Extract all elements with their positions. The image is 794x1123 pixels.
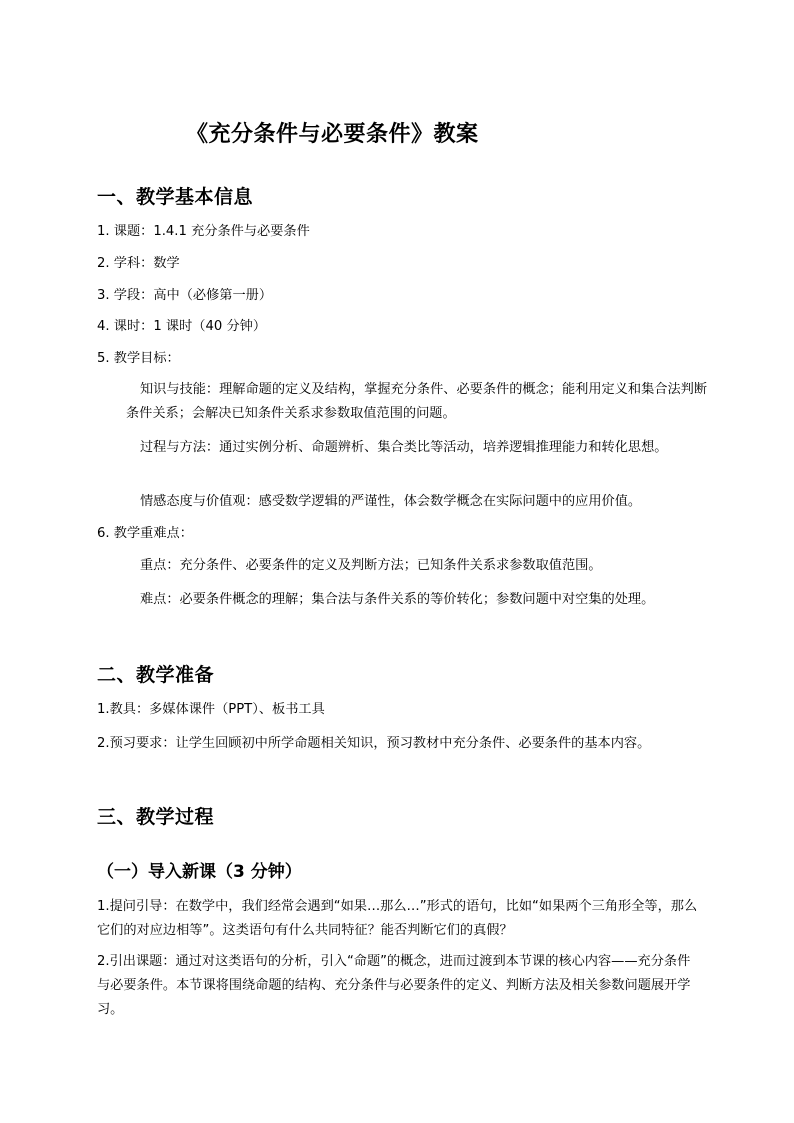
section-heading-basic-info: 一、教学基本信息 bbox=[97, 186, 254, 208]
goal-emotion: 情感态度与价值观：感受数学逻辑的严谨性，体会数学概念在实际问题中的应用价值。 bbox=[140, 494, 642, 509]
section-heading-preparation: 二、教学准备 bbox=[97, 664, 215, 686]
prep-tools: 1.教具：多媒体课件（PPT）、板书工具 bbox=[97, 702, 325, 717]
info-topic: 1. 课题：1.4.1 充分条件与必要条件 bbox=[97, 224, 310, 239]
process-topic-intro: 2.引出课题：通过对这类语句的分析，引入“命题”的概念，进而过渡到本节课的核心内容——充分条件与必要条件。本节课将围绕命题的结构、充分条件与必要条件的定义、判断方法及相关参数问题展开学习。 bbox=[97, 954, 691, 1017]
key-point: 重点：充分条件、必要条件的定义及判断方法；已知条件关系求参数取值范围。 bbox=[140, 558, 602, 573]
subsection-heading-intro: （一）导入新课（3 分钟） bbox=[97, 862, 302, 882]
document-title: 《充分条件与必要条件》教案 bbox=[186, 122, 479, 147]
info-stage: 3. 学段：高中（必修第一册） bbox=[97, 288, 273, 303]
info-subject: 2. 学科：数学 bbox=[97, 256, 180, 271]
info-key-points-label: 6. 教学重难点： bbox=[97, 526, 193, 541]
difficult-point: 难点：必要条件概念的理解；集合法与条件关系的等价转化；参数问题中对空集的处理。 bbox=[140, 592, 655, 607]
prep-preview: 2.预习要求：让学生回顾初中所学命题相关知识，预习教材中充分条件、必要条件的基本内容。 bbox=[97, 736, 651, 751]
process-question: 1.提问引导：在数学中，我们经常会遇到“如果…那么…”形式的语句，比如“如果两个三角形全等，那么它们的对应边相等”。这类语句有什么共同特征？能否判断它们的真假？ bbox=[97, 899, 698, 938]
info-goals-label: 5. 教学目标： bbox=[97, 351, 180, 366]
goal-process: 过程与方法：通过实例分析、命题辨析、集合类比等活动，培养逻辑推理能力和转化思想。 bbox=[140, 440, 668, 455]
info-period: 4. 课时：1 课时（40 分钟） bbox=[97, 319, 267, 334]
section-heading-process: 三、教学过程 bbox=[97, 806, 215, 828]
goal-knowledge: 知识与技能：理解命题的定义及结构，掌握充分条件、必要条件的概念；能利用定义和集合法判断条件关系；会解决已知条件关系求参数取值范围的问题。 bbox=[126, 382, 708, 421]
